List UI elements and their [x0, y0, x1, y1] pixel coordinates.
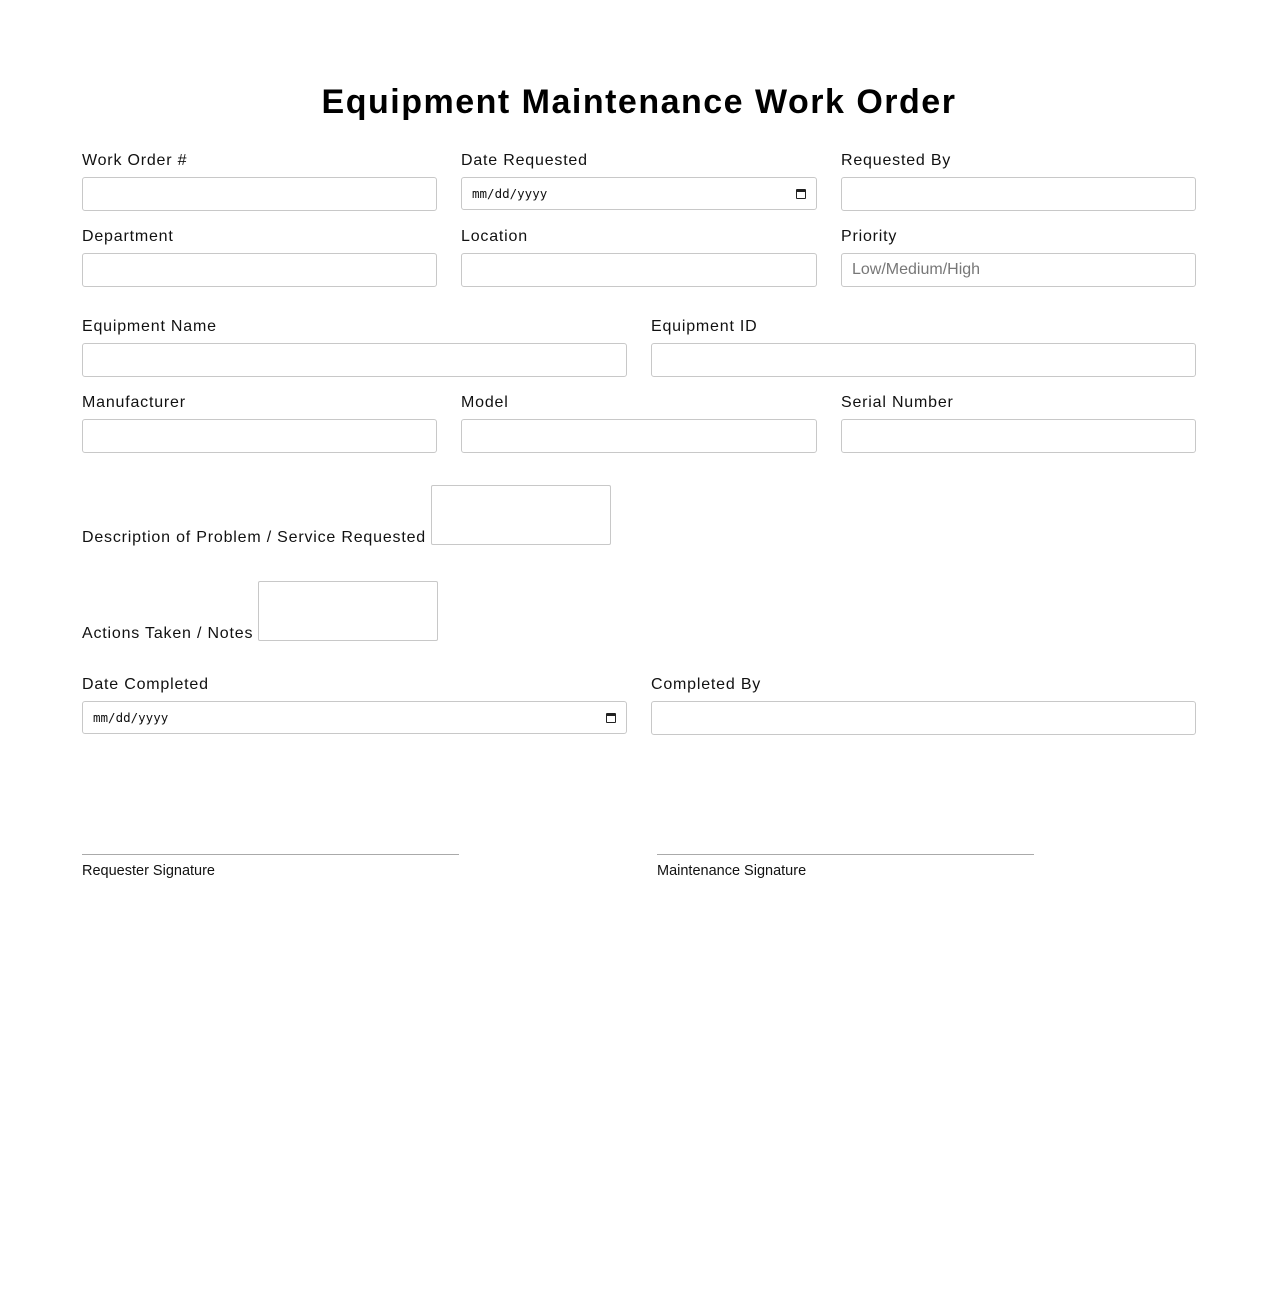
date-requested-input[interactable] [461, 177, 817, 210]
location-input[interactable] [461, 253, 817, 287]
requested-by-label: Requested By [841, 152, 952, 169]
row-order-info [82, 152, 1196, 211]
date-completed-label: Date Completed [82, 676, 209, 693]
description-textarea[interactable] [431, 485, 611, 545]
equipment-name-label: Equipment Name [82, 318, 217, 335]
field-actions [82, 581, 438, 643]
field-equipment-id [651, 318, 1196, 377]
completed-by-label: Completed By [651, 676, 762, 693]
page-title: Equipment Maintenance Work Order [321, 83, 957, 121]
department-label: Department [82, 228, 174, 245]
manufacturer-input[interactable] [82, 419, 437, 453]
requester-signature-caption: Requester Signature [82, 863, 215, 879]
field-date-requested [461, 152, 817, 211]
requester-signature-line [82, 854, 459, 855]
date-completed-input[interactable] [82, 701, 627, 734]
field-model [461, 394, 817, 453]
work-order-input[interactable] [82, 177, 437, 211]
actions-label: Actions Taken / Notes [82, 625, 254, 642]
date-requested-label: Date Requested [461, 152, 588, 169]
date-requested-placeholder: mm/dd/yyyy [472, 186, 548, 201]
calendar-icon[interactable] [796, 189, 806, 199]
date-completed-placeholder: mm/dd/yyyy [93, 710, 169, 725]
row-equipment-details [82, 394, 1196, 453]
priority-label: Priority [841, 228, 898, 245]
equipment-name-input[interactable] [82, 343, 627, 377]
field-work-order [82, 152, 437, 211]
field-date-completed [82, 676, 627, 735]
field-completed-by [651, 676, 1196, 735]
description-label: Description of Problem / Service Requested [82, 529, 426, 546]
row-equipment-ident [82, 318, 1196, 377]
equipment-id-input[interactable] [651, 343, 1196, 377]
row-department-info [82, 228, 1196, 287]
field-serial-number [841, 394, 1196, 453]
field-manufacturer [82, 394, 437, 453]
calendar-icon[interactable] [606, 713, 616, 723]
equipment-id-label: Equipment ID [651, 318, 758, 335]
maintenance-signature-line [657, 854, 1034, 855]
requested-by-input[interactable] [841, 177, 1196, 211]
completed-by-input[interactable] [651, 701, 1196, 735]
field-location [461, 228, 817, 287]
field-priority [841, 228, 1196, 287]
requester-signature [82, 854, 459, 880]
location-label: Location [461, 228, 528, 245]
model-input[interactable] [461, 419, 817, 453]
serial-number-input[interactable] [841, 419, 1196, 453]
manufacturer-label: Manufacturer [82, 394, 186, 411]
row-completion [82, 676, 1196, 735]
priority-placeholder: Low/Medium/High [852, 261, 981, 278]
department-input[interactable] [82, 253, 437, 287]
serial-number-label: Serial Number [841, 394, 954, 411]
actions-textarea[interactable] [258, 581, 438, 641]
field-equipment-name [82, 318, 627, 377]
model-label: Model [461, 394, 509, 411]
field-requested-by [841, 152, 1196, 211]
field-description [82, 485, 611, 547]
work-order-label: Work Order # [82, 152, 188, 169]
priority-input[interactable] [841, 253, 1196, 287]
field-department [82, 228, 437, 287]
maintenance-signature [657, 854, 1034, 880]
maintenance-signature-caption: Maintenance Signature [657, 863, 807, 879]
